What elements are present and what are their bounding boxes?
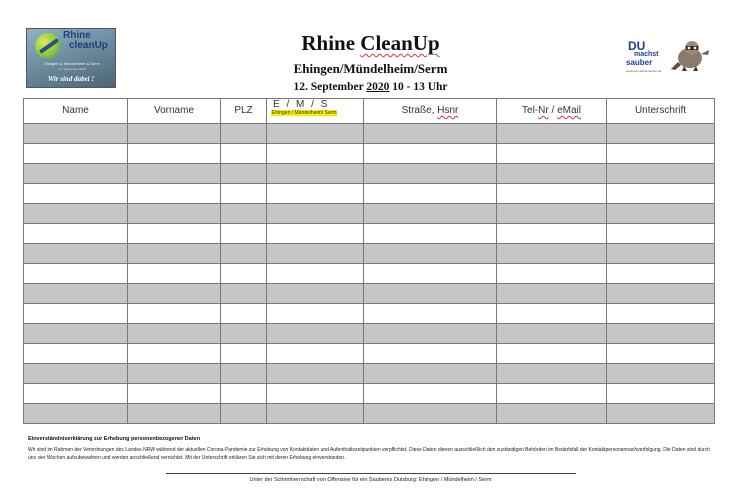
table-row xyxy=(24,184,715,204)
cell[interactable] xyxy=(607,164,715,184)
location-letters: E / M / S xyxy=(273,99,328,110)
cell[interactable] xyxy=(128,304,221,324)
cell[interactable] xyxy=(128,344,221,364)
cell[interactable] xyxy=(24,224,128,244)
cell[interactable] xyxy=(221,304,267,324)
cell[interactable] xyxy=(607,384,715,404)
cell[interactable] xyxy=(497,324,607,344)
logo-right-du: DU xyxy=(628,39,646,53)
table-row xyxy=(24,144,715,164)
cell[interactable] xyxy=(128,204,221,224)
cell[interactable] xyxy=(607,244,715,264)
cell[interactable] xyxy=(221,264,267,284)
cell[interactable] xyxy=(128,284,221,304)
footer-text: Unter der Schirmherrschaft von Offensive für ein Sauberes Duisburg: Ehingen / Mündelheim / Serm xyxy=(249,477,492,483)
table-row xyxy=(24,264,715,284)
page-subtitle: Ehingen/Mündelheim/Serm xyxy=(293,61,448,76)
page-title: Rhine CleanUp xyxy=(301,31,440,55)
table-row xyxy=(24,244,715,264)
cell[interactable] xyxy=(221,184,267,204)
cell[interactable] xyxy=(267,264,364,284)
cell[interactable] xyxy=(221,224,267,244)
cell[interactable] xyxy=(267,284,364,304)
header-plz: PLZ xyxy=(221,99,267,124)
cell[interactable] xyxy=(364,384,497,404)
table-header-row xyxy=(24,99,715,124)
cell[interactable] xyxy=(128,144,221,164)
logo-right-sauber: sauber xyxy=(626,58,653,67)
cell[interactable] xyxy=(24,304,128,324)
cell[interactable] xyxy=(607,204,715,224)
cell[interactable] xyxy=(607,264,715,284)
cell[interactable] xyxy=(607,144,715,164)
cell[interactable] xyxy=(497,124,607,144)
cell[interactable] xyxy=(497,404,607,424)
cell[interactable] xyxy=(24,404,128,424)
cell[interactable] xyxy=(128,184,221,204)
cell[interactable] xyxy=(497,344,607,364)
cell[interactable] xyxy=(221,384,267,404)
logo-right-url: www.du-machst-sauber.de xyxy=(626,69,662,73)
cell[interactable] xyxy=(607,124,715,144)
cell[interactable] xyxy=(364,204,497,224)
cell[interactable] xyxy=(497,164,607,184)
header-strasse: Straße, Hsnr xyxy=(364,99,497,124)
cell[interactable] xyxy=(607,304,715,324)
cell[interactable] xyxy=(497,204,607,224)
cell[interactable] xyxy=(497,284,607,304)
raccoon-mascot-icon xyxy=(670,36,710,72)
cell[interactable] xyxy=(267,344,364,364)
cell[interactable] xyxy=(364,124,497,144)
cell[interactable] xyxy=(24,204,128,224)
cell[interactable] xyxy=(128,264,221,284)
cell[interactable] xyxy=(221,124,267,144)
cell[interactable] xyxy=(364,244,497,264)
cell[interactable] xyxy=(607,344,715,364)
cell[interactable] xyxy=(24,264,128,284)
table-row xyxy=(24,404,715,424)
cell[interactable] xyxy=(221,324,267,344)
cell[interactable] xyxy=(497,384,607,404)
cell[interactable] xyxy=(128,404,221,424)
cell[interactable] xyxy=(128,124,221,144)
cell[interactable] xyxy=(497,244,607,264)
cell[interactable] xyxy=(221,404,267,424)
cell[interactable] xyxy=(128,324,221,344)
cell[interactable] xyxy=(128,164,221,184)
cell[interactable] xyxy=(267,124,364,144)
cell[interactable] xyxy=(267,164,364,184)
table-row xyxy=(24,164,715,184)
cell[interactable] xyxy=(24,184,128,204)
header-location xyxy=(267,99,364,124)
cell[interactable] xyxy=(267,244,364,264)
cell[interactable] xyxy=(267,224,364,244)
cell[interactable] xyxy=(607,224,715,244)
cell[interactable] xyxy=(364,144,497,164)
cell[interactable] xyxy=(497,264,607,284)
logo-left-sub2: 12. September 2020 xyxy=(58,67,86,71)
cell[interactable] xyxy=(607,324,715,344)
cell[interactable] xyxy=(607,184,715,204)
cell[interactable] xyxy=(267,324,364,344)
cell[interactable] xyxy=(364,404,497,424)
cell[interactable] xyxy=(497,304,607,324)
table-row xyxy=(24,284,715,304)
table-row xyxy=(24,324,715,344)
cell[interactable] xyxy=(267,144,364,164)
cell[interactable] xyxy=(221,244,267,264)
cell[interactable] xyxy=(364,164,497,184)
cell[interactable] xyxy=(24,324,128,344)
table-row xyxy=(24,384,715,404)
cell[interactable] xyxy=(607,404,715,424)
cell[interactable] xyxy=(24,384,128,404)
cell[interactable] xyxy=(364,324,497,344)
cell[interactable] xyxy=(607,284,715,304)
footer-divider xyxy=(166,473,576,474)
logo-left-slogan: Wir sind dabei ! xyxy=(47,75,95,83)
logo-left-sub1: Ehingen & Mündelheim & Serm xyxy=(44,61,100,66)
cell[interactable] xyxy=(497,184,607,204)
cell[interactable] xyxy=(24,144,128,164)
cell[interactable] xyxy=(221,344,267,364)
cell[interactable] xyxy=(221,364,267,384)
table-row xyxy=(24,204,715,224)
cell[interactable] xyxy=(267,204,364,224)
table-row xyxy=(24,224,715,244)
table-row xyxy=(24,304,715,324)
cell[interactable] xyxy=(497,364,607,384)
header-vorname: Vorname xyxy=(128,99,221,124)
table-row xyxy=(24,124,715,144)
table-body xyxy=(24,124,715,424)
cell[interactable] xyxy=(364,184,497,204)
header-name: Name xyxy=(24,99,128,124)
cell[interactable] xyxy=(221,284,267,304)
logo-left-line1: Rhine xyxy=(63,30,91,41)
header-unterschrift: Unterschrift xyxy=(607,99,715,124)
cell[interactable] xyxy=(267,364,364,384)
attendance-table xyxy=(23,98,715,424)
cell[interactable] xyxy=(497,224,607,244)
cell[interactable] xyxy=(221,164,267,184)
cell[interactable] xyxy=(221,144,267,164)
consent-text: Wir sind im Rahmen der Verordnungen des Landes NRW während der aktuellen Corona-Pandemie zur Erhebung von Kontaktdaten und Aufenthaltszeitpunkten verpflichtet. Diese Daten dienen ausschließlich den zuständigen Behörden im Bedarfsfall der Kontaktpersonennachverfolgung. Die Daten sind durch uns vier Wochen aufzubewahren und werden anschließend vernichtet. Mit der Unterschrift erklären Sie sich mit deren Erhebung einverstanden. xyxy=(28,447,710,461)
logo-right-mach: machst xyxy=(634,51,659,58)
cell[interactable] xyxy=(24,344,128,364)
cell[interactable] xyxy=(128,364,221,384)
cell[interactable] xyxy=(267,304,364,324)
location-hint: Ehingen / Mündelheim/ Serm xyxy=(272,110,337,116)
cell[interactable] xyxy=(364,364,497,384)
cell[interactable] xyxy=(364,284,497,304)
cell[interactable] xyxy=(24,364,128,384)
cell[interactable] xyxy=(267,404,364,424)
cell[interactable] xyxy=(267,384,364,404)
cell[interactable] xyxy=(364,264,497,284)
logo-left-line2: cleanUp xyxy=(69,40,108,51)
cell[interactable] xyxy=(221,204,267,224)
cell[interactable] xyxy=(364,304,497,324)
table-row xyxy=(24,344,715,364)
cell[interactable] xyxy=(607,364,715,384)
table-row xyxy=(24,364,715,384)
consent-heading: Einverständniserklärung zur Erhebung personenbezogener Daten xyxy=(28,436,201,442)
cell[interactable] xyxy=(24,284,128,304)
cell[interactable] xyxy=(267,184,364,204)
cell[interactable] xyxy=(128,244,221,264)
cell[interactable] xyxy=(128,384,221,404)
cell[interactable] xyxy=(24,124,128,144)
cell[interactable] xyxy=(364,344,497,364)
event-date: 12. September 2020 10 - 13 Uhr xyxy=(293,81,448,93)
cell[interactable] xyxy=(497,144,607,164)
du-machst-sauber-logo xyxy=(624,34,712,78)
header-tel-email: Tel-Nr / eMail xyxy=(497,99,607,124)
cell[interactable] xyxy=(364,224,497,244)
cell[interactable] xyxy=(24,164,128,184)
cell[interactable] xyxy=(24,244,128,264)
cell[interactable] xyxy=(128,224,221,244)
